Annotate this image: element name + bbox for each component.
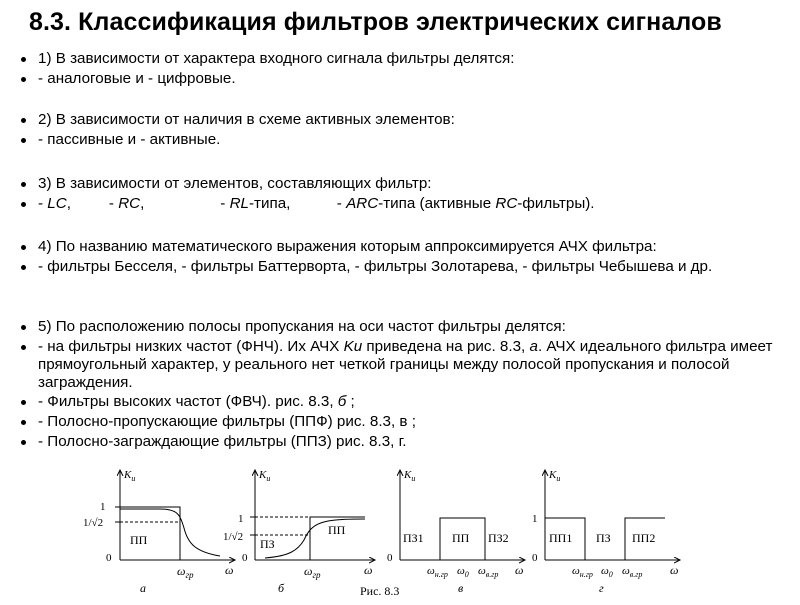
tick-half: 1/√2: [223, 531, 244, 543]
axis-y-label: $K_u$: [259, 469, 271, 483]
band-mid-label: ПЗ: [596, 531, 611, 545]
origin-label: 0: [242, 552, 248, 564]
page-title: 8.3. Классификация фильтров электрических сигналов: [29, 8, 722, 36]
x-axis-label: ω: [364, 563, 373, 577]
axis-y-label: $K_u$: [404, 469, 416, 483]
list-item: - Полосно-заграждающие фильтры (ППЗ) рис. 8.3, г.: [18, 433, 788, 451]
list-item: 1) В зависимости от характера входного сигнала фильтры делятся:: [18, 50, 788, 68]
band-label: ПП: [130, 533, 148, 547]
band-mid-label: ПП: [452, 531, 470, 545]
f-low-label: $\omega_{н.гр}$: [572, 565, 593, 579]
real-response: [265, 519, 365, 558]
f-center-label: $\omega_0$: [601, 565, 613, 579]
x-axis-label: ω: [515, 563, 524, 577]
ideal-response: [120, 507, 180, 560]
panel-letter: г: [599, 581, 604, 595]
list-item: 3) В зависимости от элементов, составляющих фильтр:: [18, 175, 788, 193]
list-item: 2) В зависимости от наличия в схеме активных элементов:: [18, 111, 788, 129]
band-left-label: ПП1: [549, 531, 573, 545]
freq-label: $\omega_{гр}$: [304, 564, 321, 580]
band-left-label: ПЗ: [260, 537, 275, 551]
f-low-label: $\omega_{н.гр}$: [427, 565, 448, 579]
list-item: 5) По расположению полосы пропускания на оси частот фильтры делятся:: [18, 318, 788, 336]
list-item: - Полосно-пропускающие фильтры (ППФ) рис. 8.3, в ;: [18, 413, 788, 431]
tick-one: 1: [100, 501, 106, 513]
panel-letter: а: [140, 581, 146, 595]
figure-caption: Рис. 8.3: [360, 584, 400, 598]
list-item: - Фильтры высоких частот (ФВЧ). рис. 8.3, б ;: [18, 393, 788, 411]
list-item: - фильтры Бесселя, - фильтры Баттерворта, - фильтры Золотарева, - фильтры Чебышева и др.: [18, 258, 788, 276]
panel-letter: в: [458, 581, 464, 595]
axis-y-label: $K_u$: [124, 469, 136, 483]
band-right-label: ПП2: [632, 531, 656, 545]
freq-label: $\omega_{гр}$: [177, 564, 194, 580]
panel-lowpass: [83, 469, 235, 595]
x-axis-label: ω: [670, 563, 679, 577]
f-high-label: $\omega_{в.гр}$: [478, 565, 499, 579]
panel-highpass: [223, 469, 375, 595]
band-right-label: ПЗ2: [488, 531, 509, 545]
list-item: - LC, - RC, - RL-типа, - ARC-типа (активные RC-фильтры).: [18, 195, 788, 213]
axis-y-label: $K_u$: [549, 469, 561, 483]
tick-half: 1/√2: [83, 517, 104, 529]
origin-label: 0: [532, 552, 538, 564]
f-center-label: $\omega_0$: [457, 565, 469, 579]
tick-one: 1: [532, 513, 538, 525]
panel-bandpass: [387, 469, 525, 595]
filter-response-diagrams: [60, 460, 700, 600]
list-item: - пассивные и - активные.: [18, 131, 788, 149]
origin-label: 0: [387, 552, 393, 564]
origin-label: 0: [106, 552, 112, 564]
tick-one: 1: [238, 513, 244, 525]
list-item: - на фильтры низких частот (ФНЧ). Их АЧХ Ku приведена на рис. 8.3, а. АЧХ идеального фильтра имеет прямоугольный характер, у реального нет четкой границы между полосой пропускания и полосой заграждения.: [18, 338, 788, 392]
panel-bandstop: [532, 469, 680, 595]
band-right-label: ПП: [328, 523, 346, 537]
x-axis-label: ω: [225, 563, 234, 577]
f-high-label: $\omega_{в.гр}$: [622, 565, 643, 579]
panel-letter: б: [278, 581, 285, 595]
list-item: 4) По названию математического выражения которым аппроксимируется АЧХ фильтра:: [18, 238, 788, 256]
band-left-label: ПЗ1: [403, 531, 424, 545]
list-item: - аналоговые и - цифровые.: [18, 70, 788, 88]
figure-8-3: [60, 460, 700, 600]
